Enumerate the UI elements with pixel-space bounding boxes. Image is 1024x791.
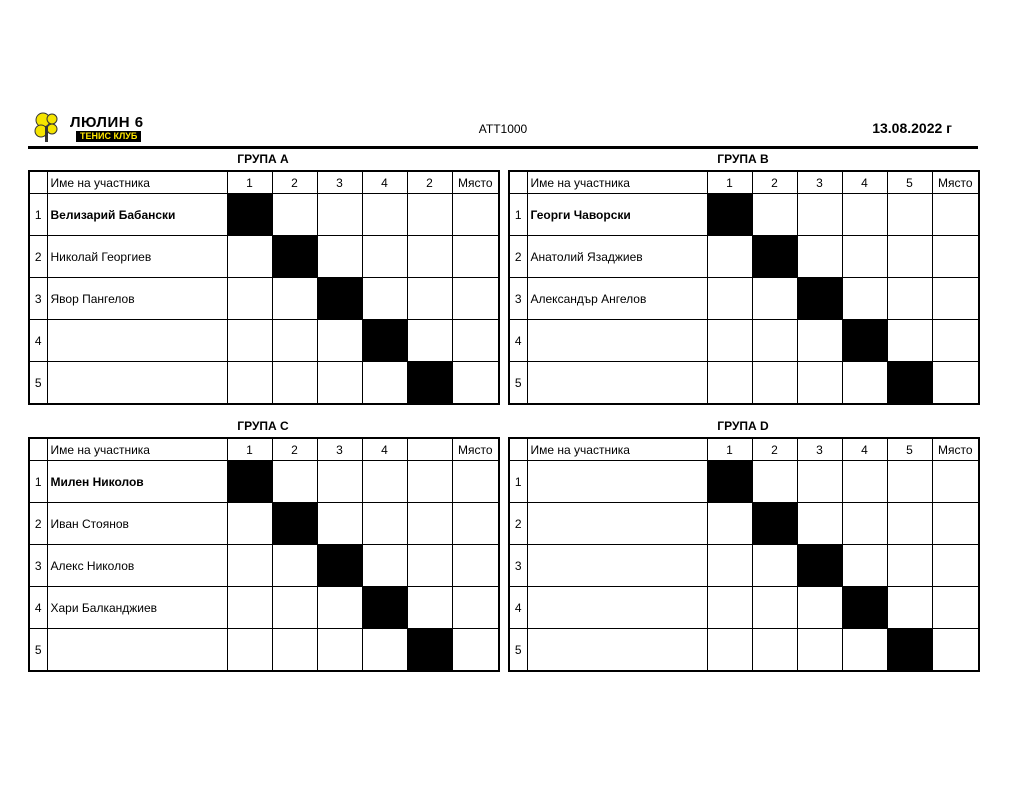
score-cell[interactable] (227, 362, 272, 405)
row-number: 2 (509, 503, 527, 545)
place-cell[interactable] (932, 503, 979, 545)
score-cell[interactable] (407, 587, 452, 629)
table-row (509, 320, 979, 362)
self-match-cell (842, 587, 887, 629)
table-row (29, 587, 499, 629)
place-cell[interactable] (932, 461, 979, 503)
score-cell[interactable] (752, 362, 797, 405)
place-cell[interactable] (932, 362, 979, 405)
row-number: 4 (29, 320, 47, 362)
score-cell[interactable] (887, 587, 932, 629)
score-cell[interactable] (887, 320, 932, 362)
place-cell[interactable] (932, 320, 979, 362)
score-cell[interactable] (362, 362, 407, 405)
player-name[interactable]: Явор Пангелов (47, 278, 227, 320)
score-cell[interactable] (707, 278, 752, 320)
score-cell[interactable] (272, 545, 317, 587)
self-match-cell (887, 629, 932, 672)
player-name[interactable] (47, 629, 227, 672)
place-cell[interactable] (932, 629, 979, 672)
player-name[interactable]: Георги Чаворски (527, 194, 707, 236)
player-name[interactable] (527, 629, 707, 672)
group-c (28, 415, 498, 672)
place-cell[interactable] (452, 461, 499, 503)
table-header-row (509, 438, 979, 461)
header-place-cell: Място (452, 171, 499, 194)
row-number: 2 (509, 236, 527, 278)
score-cell[interactable] (317, 236, 362, 278)
player-name[interactable] (527, 587, 707, 629)
score-cell[interactable] (362, 194, 407, 236)
score-cell[interactable] (227, 320, 272, 362)
header-opponent-cell: 3 (797, 171, 842, 194)
score-cell[interactable] (842, 278, 887, 320)
header-num-cell (29, 171, 47, 194)
table-row (509, 362, 979, 405)
group-table (508, 437, 980, 672)
header-num-cell (29, 438, 47, 461)
score-cell[interactable] (317, 461, 362, 503)
place-cell[interactable] (932, 587, 979, 629)
player-name[interactable] (47, 320, 227, 362)
score-cell[interactable] (227, 278, 272, 320)
score-cell[interactable] (842, 236, 887, 278)
score-cell[interactable] (362, 278, 407, 320)
score-cell[interactable] (272, 629, 317, 672)
score-cell[interactable] (707, 362, 752, 405)
score-cell[interactable] (362, 503, 407, 545)
self-match-cell (227, 194, 272, 236)
player-name[interactable] (527, 503, 707, 545)
score-cell[interactable] (317, 503, 362, 545)
score-cell[interactable] (317, 587, 362, 629)
score-cell[interactable] (362, 461, 407, 503)
header-opponent-cell: 3 (797, 438, 842, 461)
row-number: 1 (29, 461, 47, 503)
row-number: 1 (509, 194, 527, 236)
place-cell[interactable] (452, 362, 499, 405)
score-cell[interactable] (887, 545, 932, 587)
score-cell[interactable] (407, 503, 452, 545)
row-number: 1 (509, 461, 527, 503)
score-cell[interactable] (407, 194, 452, 236)
score-cell[interactable] (797, 629, 842, 672)
score-cell[interactable] (362, 629, 407, 672)
header-opponent-cell: 4 (362, 171, 407, 194)
score-cell[interactable] (272, 278, 317, 320)
header-opponent-cell: 1 (227, 171, 272, 194)
score-cell[interactable] (842, 194, 887, 236)
header-place-cell: Място (932, 171, 979, 194)
place-cell[interactable] (932, 278, 979, 320)
header-opponent-cell: 4 (842, 171, 887, 194)
score-cell[interactable] (797, 320, 842, 362)
score-cell[interactable] (707, 503, 752, 545)
score-cell[interactable] (842, 545, 887, 587)
row-number: 4 (509, 587, 527, 629)
score-cell[interactable] (887, 461, 932, 503)
score-cell[interactable] (707, 236, 752, 278)
group-a (28, 148, 498, 405)
self-match-cell (407, 629, 452, 672)
table-row (29, 545, 499, 587)
row-number: 3 (509, 278, 527, 320)
group-title: ГРУПА A (237, 152, 289, 166)
group-title: ГРУПА C (237, 419, 289, 433)
score-cell[interactable] (752, 545, 797, 587)
player-name[interactable]: Милен Николов (47, 461, 227, 503)
header-place-cell: Място (932, 438, 979, 461)
score-cell[interactable] (887, 236, 932, 278)
header-opponent-cell: 2 (272, 438, 317, 461)
score-cell[interactable] (797, 503, 842, 545)
table-row (509, 629, 979, 672)
score-cell[interactable] (842, 461, 887, 503)
player-name[interactable]: Велизарий Бабански (47, 194, 227, 236)
score-cell[interactable] (272, 362, 317, 405)
score-cell[interactable] (752, 629, 797, 672)
table-row (509, 236, 979, 278)
player-name[interactable] (527, 545, 707, 587)
score-cell[interactable] (752, 587, 797, 629)
header-opponent-cell: 2 (272, 171, 317, 194)
table-row (509, 503, 979, 545)
header-opponent-cell: 2 (752, 171, 797, 194)
row-number: 2 (29, 236, 47, 278)
score-cell[interactable] (317, 629, 362, 672)
self-match-cell (407, 362, 452, 405)
row-number: 4 (29, 587, 47, 629)
score-cell[interactable] (407, 545, 452, 587)
score-cell[interactable] (707, 587, 752, 629)
self-match-cell (272, 503, 317, 545)
player-name[interactable] (527, 461, 707, 503)
header-opponent-cell: 3 (317, 438, 362, 461)
row-number: 3 (29, 545, 47, 587)
player-name[interactable] (527, 320, 707, 362)
score-cell[interactable] (227, 629, 272, 672)
score-cell[interactable] (842, 629, 887, 672)
score-cell[interactable] (887, 503, 932, 545)
score-cell[interactable] (317, 362, 362, 405)
row-number: 1 (29, 194, 47, 236)
score-cell[interactable] (797, 362, 842, 405)
player-name[interactable] (47, 362, 227, 405)
table-row (29, 194, 499, 236)
header-opponent-cell: 1 (707, 171, 752, 194)
score-cell[interactable] (407, 236, 452, 278)
self-match-cell (707, 461, 752, 503)
place-cell[interactable] (452, 194, 499, 236)
self-match-cell (362, 587, 407, 629)
score-cell[interactable] (317, 320, 362, 362)
place-cell[interactable] (452, 545, 499, 587)
score-cell[interactable] (707, 629, 752, 672)
place-cell[interactable] (932, 545, 979, 587)
player-name[interactable]: Алекс Николов (47, 545, 227, 587)
group-title: ГРУПА B (717, 152, 769, 166)
table-row (29, 461, 499, 503)
score-cell[interactable] (407, 278, 452, 320)
header-opponent-cell: 4 (842, 438, 887, 461)
score-cell[interactable] (272, 194, 317, 236)
score-cell[interactable] (227, 587, 272, 629)
score-cell[interactable] (272, 320, 317, 362)
header-num-cell (509, 438, 527, 461)
table-header-row (29, 171, 499, 194)
score-cell[interactable] (227, 236, 272, 278)
row-number: 3 (509, 545, 527, 587)
group-d (508, 415, 978, 672)
header-place-cell: Място (452, 438, 499, 461)
score-cell[interactable] (887, 194, 932, 236)
player-name[interactable] (527, 362, 707, 405)
row-number: 5 (29, 362, 47, 405)
self-match-cell (887, 362, 932, 405)
header-opponent-cell: 5 (887, 171, 932, 194)
table-row (29, 278, 499, 320)
score-cell[interactable] (752, 278, 797, 320)
header-opponent-cell: 2 (407, 171, 452, 194)
row-number: 5 (29, 629, 47, 672)
place-cell[interactable] (452, 278, 499, 320)
header-opponent-cell: 1 (707, 438, 752, 461)
place-cell[interactable] (452, 320, 499, 362)
score-cell[interactable] (362, 545, 407, 587)
header-opponent-cell: 3 (317, 171, 362, 194)
place-cell[interactable] (452, 629, 499, 672)
row-number: 2 (29, 503, 47, 545)
player-name[interactable]: Иван Стоянов (47, 503, 227, 545)
player-name[interactable]: Александър Ангелов (527, 278, 707, 320)
self-match-cell (752, 236, 797, 278)
self-match-cell (752, 503, 797, 545)
table-row (29, 503, 499, 545)
score-cell[interactable] (227, 503, 272, 545)
event-date: 13.08.2022 г (872, 120, 952, 136)
header-num-cell (509, 171, 527, 194)
logo-subtitle: ТЕНИС КЛУБ (76, 131, 141, 142)
group-table (508, 170, 980, 405)
header-name-cell: Име на участника (527, 171, 707, 194)
header-opponent-cell: 1 (227, 438, 272, 461)
table-row (509, 194, 979, 236)
header-opponent-cell: 2 (752, 438, 797, 461)
score-cell[interactable] (842, 503, 887, 545)
place-cell[interactable] (452, 587, 499, 629)
self-match-cell (842, 320, 887, 362)
player-name[interactable]: Анатолий Язаджиев (527, 236, 707, 278)
header-name-cell: Име на участника (527, 438, 707, 461)
header-name-cell: Име на участника (47, 438, 227, 461)
score-cell[interactable] (272, 461, 317, 503)
row-number: 5 (509, 362, 527, 405)
score-cell[interactable] (407, 461, 452, 503)
group-table (28, 437, 500, 672)
table-row (509, 587, 979, 629)
header-name-cell: Име на участника (47, 171, 227, 194)
player-name[interactable]: Николай Георгиев (47, 236, 227, 278)
score-cell[interactable] (887, 278, 932, 320)
table-row (29, 236, 499, 278)
table-row (509, 278, 979, 320)
row-number: 4 (509, 320, 527, 362)
header-opponent-cell (407, 438, 452, 461)
table-header-row (509, 171, 979, 194)
self-match-cell (317, 545, 362, 587)
place-cell[interactable] (452, 503, 499, 545)
table-row (29, 629, 499, 672)
self-match-cell (272, 236, 317, 278)
self-match-cell (797, 278, 842, 320)
row-number: 3 (29, 278, 47, 320)
event-code: ATT1000 (478, 122, 528, 136)
table-row (509, 545, 979, 587)
self-match-cell (227, 461, 272, 503)
self-match-cell (797, 545, 842, 587)
score-cell[interactable] (797, 461, 842, 503)
group-table (28, 170, 500, 405)
score-cell[interactable] (752, 320, 797, 362)
header-opponent-cell: 5 (887, 438, 932, 461)
logo-name: ЛЮЛИН 6 (70, 114, 144, 131)
score-cell[interactable] (407, 320, 452, 362)
place-cell[interactable] (932, 236, 979, 278)
table-header-row (29, 438, 499, 461)
row-number: 5 (509, 629, 527, 672)
score-cell[interactable] (707, 545, 752, 587)
table-row (29, 320, 499, 362)
score-cell[interactable] (362, 236, 407, 278)
table-row (509, 461, 979, 503)
score-cell[interactable] (797, 236, 842, 278)
score-cell[interactable] (752, 461, 797, 503)
group-b (508, 148, 978, 405)
score-cell[interactable] (317, 194, 362, 236)
header-opponent-cell: 4 (362, 438, 407, 461)
score-cell[interactable] (707, 320, 752, 362)
self-match-cell (362, 320, 407, 362)
score-cell[interactable] (842, 362, 887, 405)
score-cell[interactable] (797, 194, 842, 236)
page-header (28, 108, 978, 149)
place-cell[interactable] (452, 236, 499, 278)
score-cell[interactable] (272, 587, 317, 629)
player-name[interactable]: Хари Балканджиев (47, 587, 227, 629)
score-cell[interactable] (227, 545, 272, 587)
self-match-cell (707, 194, 752, 236)
score-cell[interactable] (797, 587, 842, 629)
table-row (29, 362, 499, 405)
self-match-cell (317, 278, 362, 320)
place-cell[interactable] (932, 194, 979, 236)
score-cell[interactable] (752, 194, 797, 236)
group-title: ГРУПА D (717, 419, 769, 433)
